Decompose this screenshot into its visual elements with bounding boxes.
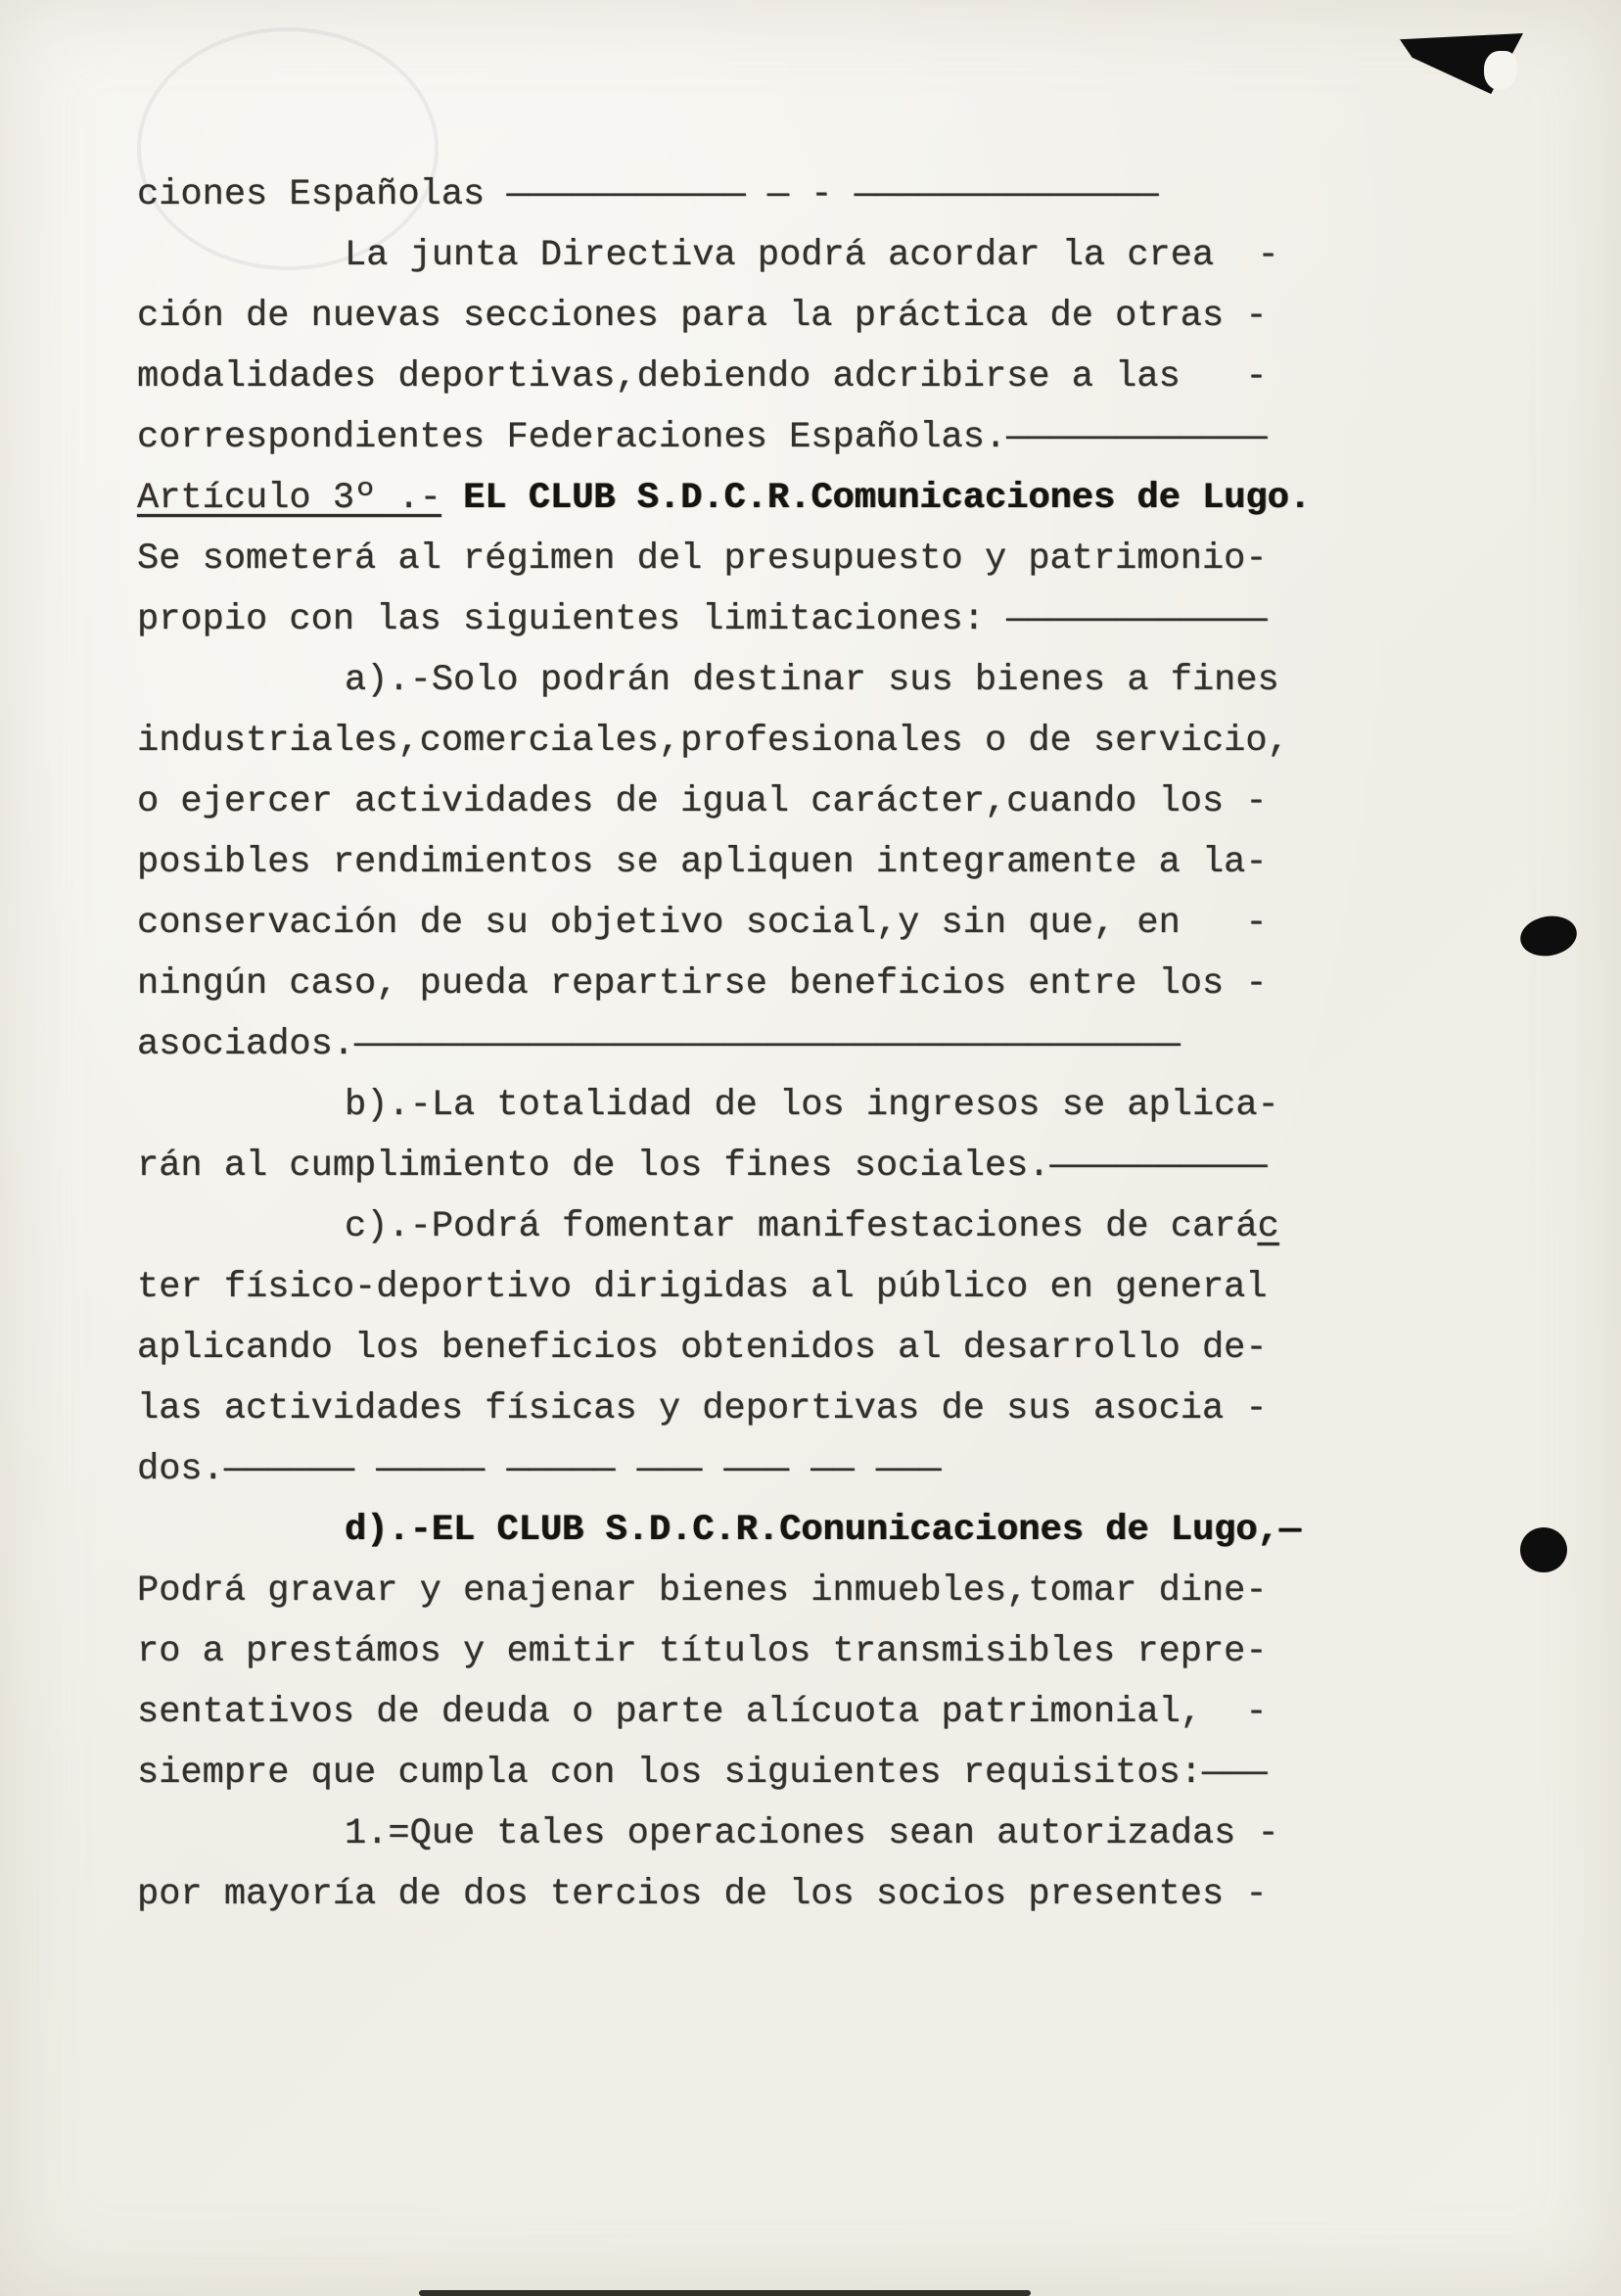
text-segment: c).-Podrá fomentar manifestaciones de cará [345,1206,1258,1247]
text-segment: posibles rendimientos se apliquen integramente a la- [137,842,1268,883]
text-segment: ciones Españolas ——————————— — - —————————————— [137,174,1159,215]
text-line [137,164,1370,225]
text-line [137,1439,1370,1500]
text-block [137,164,1370,1925]
text-line [137,225,1370,286]
text-segment: ro a prestámos y emitir títulos transmisibles repre- [137,1631,1268,1672]
text-segment: rán al cumplimiento de los fines sociales.—————————— [137,1146,1268,1187]
text-line [137,1014,1370,1075]
text-line [137,407,1370,468]
text-segment: aplicando los beneficios obtenidos al desarrollo de- [137,1328,1268,1369]
text-segment: siempre que cumpla con los siguientes requisitos:——— [137,1753,1268,1794]
text-line [137,1075,1370,1136]
text-segment: correspondientes Federaciones Españolas.———————————— [137,417,1268,458]
torn-corner-notch [1484,51,1517,90]
ink-blot-mark-top [1517,912,1580,960]
text-line [137,468,1370,529]
text-line [137,529,1370,589]
text-segment: ningún caso, pueda repartirse beneficios entre los - [137,963,1268,1005]
text-line [137,1500,1370,1561]
ink-blot-mark-bottom [1520,1527,1567,1572]
text-line [137,1257,1370,1318]
text-line [137,1318,1370,1379]
text-segment: b).-La totalidad de los ingresos se aplica- [345,1085,1279,1126]
text-segment: conservación de su objetivo social,y sin que, en - [137,903,1268,944]
text-segment: Se someterá al régimen del presupuesto y patrimonio- [137,539,1268,580]
text-line [137,286,1370,347]
text-segment: EL CLUB S.D.C.R.Comunicaciones de Lugo. [463,478,1312,519]
text-line [137,1682,1370,1743]
text-segment: por mayoría de dos tercios de los socios presentes - [137,1874,1268,1915]
text-segment: asociados.—————————————————————————————————————— [137,1024,1181,1065]
text-line [137,1561,1370,1621]
text-segment: Artículo 3º .- [137,478,441,519]
text-line [137,1743,1370,1804]
text-segment: d).-EL CLUB S.D.C.R.Conunicaciones de Lugo,— [345,1510,1301,1551]
text-line [137,772,1370,832]
text-segment: o ejercer actividades de igual carácter,cuando los - [137,781,1268,822]
text-segment: 1.=Que tales operaciones sean autorizadas - [345,1813,1279,1854]
text-segment: industriales,comerciales,profesionales o de servicio, [137,721,1289,762]
text-line [137,954,1370,1014]
text-line [137,589,1370,650]
text-line [137,1136,1370,1196]
text-line [137,1864,1370,1925]
text-segment: ción de nuevas secciones para la práctica de otras - [137,296,1268,337]
text-segment: dos.—————— ————— ————— ——— ——— —— ——— [137,1449,942,1490]
text-line [137,1196,1370,1257]
text-segment: modalidades deportivas,debiendo adcribirse a las - [137,356,1268,398]
text-segment: c [1257,1206,1279,1247]
text-line [137,893,1370,954]
text-segment: ter físico-deportivo dirigidas al público en general [137,1267,1268,1308]
text-line [137,1621,1370,1682]
text-segment: Podrá gravar y enajenar bienes inmuebles,tomar dine- [137,1570,1268,1612]
text-line [137,711,1370,772]
text-segment [441,478,463,519]
text-segment: las actividades físicas y deportivas de sus asocia - [137,1388,1268,1429]
text-line [137,832,1370,893]
text-line [137,347,1370,407]
text-line [137,1379,1370,1439]
text-line [137,1804,1370,1864]
text-segment: a).-Solo podrán destinar sus bienes a fines [345,660,1279,701]
text-line [137,650,1370,711]
scan-edge-smudge [419,2290,1031,2296]
text-segment: propio con las siguientes limitaciones: ———————————— [137,599,1268,640]
text-segment: La junta Directiva podrá acordar la crea - [345,235,1279,276]
text-segment: sentativos de deuda o parte alícuota patrimonial, - [137,1692,1268,1733]
